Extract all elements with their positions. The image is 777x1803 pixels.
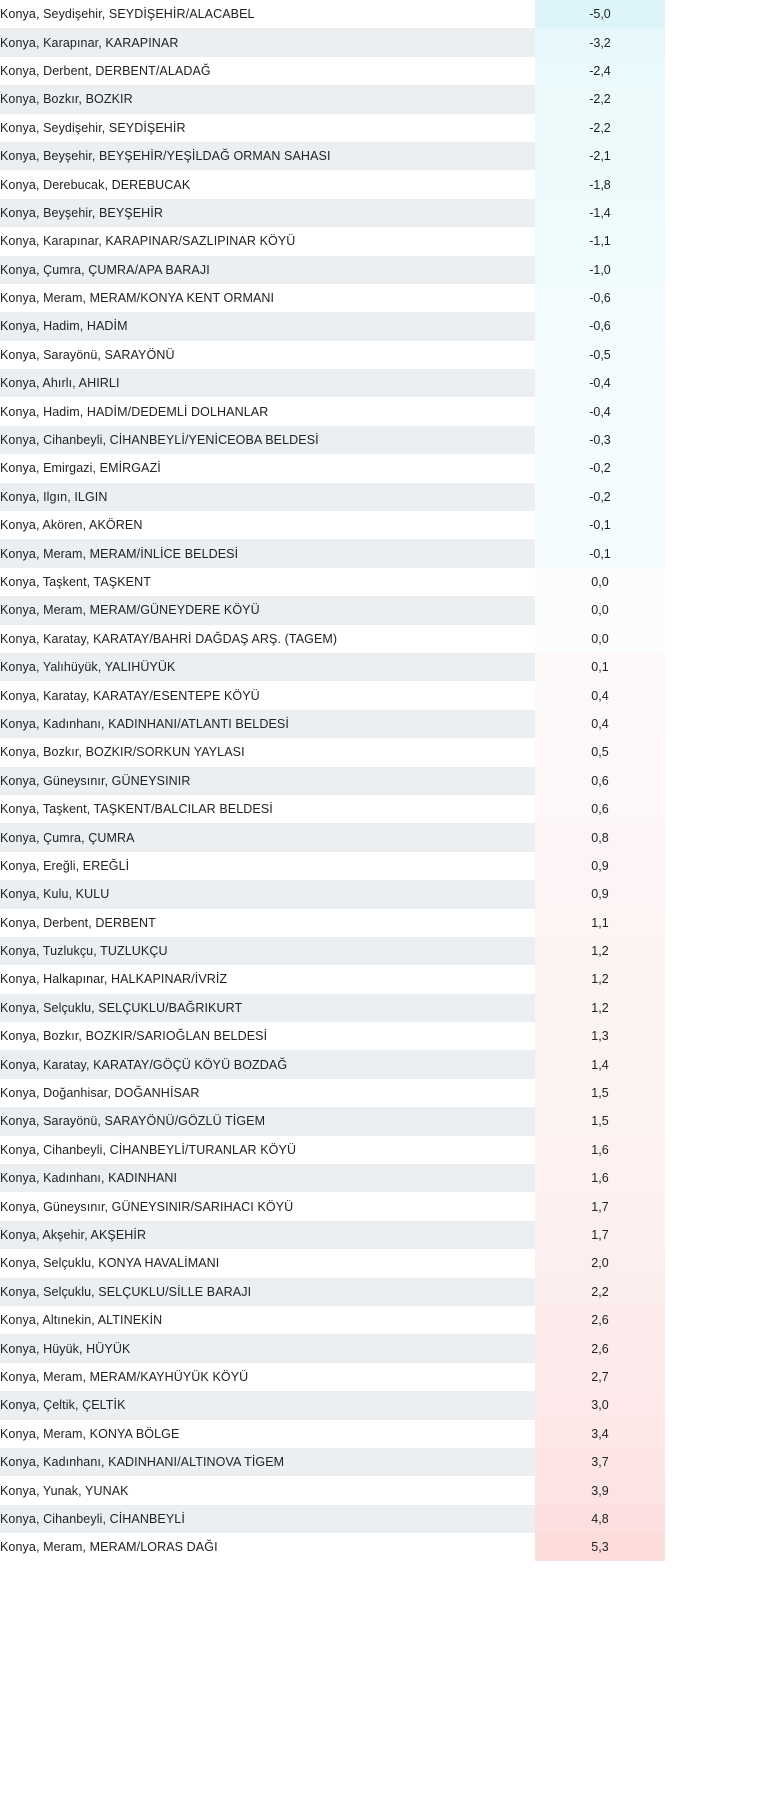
station-value: -0,6 [535, 284, 665, 312]
station-value: 1,7 [535, 1192, 665, 1220]
station-location: Konya, Derbent, DERBENT [0, 909, 535, 937]
station-value: -1,4 [535, 199, 665, 227]
row-spacer [665, 1448, 777, 1476]
station-location: Konya, Doğanhisar, DOĞANHİSAR [0, 1079, 535, 1107]
table-row [0, 483, 777, 511]
station-location: Konya, Altınekin, ALTINEKİN [0, 1306, 535, 1334]
row-spacer [665, 85, 777, 113]
table-row [0, 710, 777, 738]
station-location: Konya, Tuzlukçu, TUZLUKÇU [0, 937, 535, 965]
table-row [0, 256, 777, 284]
station-location: Konya, Akşehir, AKŞEHİR [0, 1221, 535, 1249]
row-spacer [665, 1476, 777, 1504]
station-value: 2,0 [535, 1249, 665, 1277]
station-location: Konya, Meram, KONYA BÖLGE [0, 1420, 535, 1448]
station-value: -0,1 [535, 539, 665, 567]
station-location: Konya, Yalıhüyük, YALIHÜYÜK [0, 653, 535, 681]
station-location: Konya, Yunak, YUNAK [0, 1476, 535, 1504]
row-spacer [665, 1249, 777, 1277]
table-row [0, 909, 777, 937]
table-row [0, 341, 777, 369]
table-row [0, 284, 777, 312]
row-spacer [665, 312, 777, 340]
table-row [0, 1391, 777, 1419]
station-value: 1,6 [535, 1164, 665, 1192]
table-row [0, 1022, 777, 1050]
station-value: -0,1 [535, 511, 665, 539]
station-location: Konya, Kadınhanı, KADINHANI [0, 1164, 535, 1192]
row-spacer [665, 284, 777, 312]
station-location: Konya, Ereğli, EREĞLİ [0, 852, 535, 880]
station-value: 3,7 [535, 1448, 665, 1476]
station-value: -2,4 [535, 57, 665, 85]
station-location: Konya, Çumra, ÇUMRA [0, 823, 535, 851]
table-row [0, 170, 777, 198]
station-value: -1,1 [535, 227, 665, 255]
row-spacer [665, 1420, 777, 1448]
station-value: -0,3 [535, 426, 665, 454]
station-value: 0,0 [535, 568, 665, 596]
station-location: Konya, Meram, MERAM/KONYA KENT ORMANI [0, 284, 535, 312]
station-value: 1,2 [535, 994, 665, 1022]
station-value: 1,7 [535, 1221, 665, 1249]
station-value: 0,9 [535, 852, 665, 880]
row-spacer [665, 909, 777, 937]
table-row [0, 767, 777, 795]
table-row [0, 1249, 777, 1277]
station-location: Konya, Bozkır, BOZKIR/SORKUN YAYLASI [0, 738, 535, 766]
row-spacer [665, 426, 777, 454]
station-value: -0,6 [535, 312, 665, 340]
row-spacer [665, 710, 777, 738]
table-row [0, 1164, 777, 1192]
row-spacer [665, 681, 777, 709]
table-row [0, 1363, 777, 1391]
station-location: Konya, Karatay, KARATAY/GÖÇÜ KÖYÜ BOZDAĞ [0, 1050, 535, 1078]
table-row [0, 653, 777, 681]
station-location: Konya, Güneysınır, GÜNEYSINIR [0, 767, 535, 795]
row-spacer [665, 1164, 777, 1192]
station-location: Konya, Meram, MERAM/LORAS DAĞI [0, 1533, 535, 1561]
row-spacer [665, 1192, 777, 1220]
station-location: Konya, Güneysınır, GÜNEYSINIR/SARIHACI KÖYÜ [0, 1192, 535, 1220]
row-spacer [665, 397, 777, 425]
table-row [0, 823, 777, 851]
station-location: Konya, Beyşehir, BEYŞEHİR [0, 199, 535, 227]
station-location: Konya, Ahırlı, AHIRLI [0, 369, 535, 397]
station-location: Konya, Sarayönü, SARAYÖNÜ/GÖZLÜ TİGEM [0, 1107, 535, 1135]
table-row [0, 852, 777, 880]
table-row [0, 227, 777, 255]
table-row [0, 539, 777, 567]
station-location: Konya, Beyşehir, BEYŞEHİR/YEŞİLDAĞ ORMAN SAHASI [0, 142, 535, 170]
row-spacer [665, 539, 777, 567]
station-value: 0,8 [535, 823, 665, 851]
row-spacer [665, 653, 777, 681]
table-row [0, 1420, 777, 1448]
row-spacer [665, 596, 777, 624]
row-spacer [665, 965, 777, 993]
table-row [0, 142, 777, 170]
station-value: -1,0 [535, 256, 665, 284]
table-row [0, 1107, 777, 1135]
table-row [0, 1136, 777, 1164]
row-spacer [665, 880, 777, 908]
row-spacer [665, 823, 777, 851]
table-row [0, 57, 777, 85]
row-spacer [665, 568, 777, 596]
table-row [0, 199, 777, 227]
station-value: 1,5 [535, 1107, 665, 1135]
row-spacer [665, 170, 777, 198]
station-location: Konya, Karapınar, KARAPINAR [0, 28, 535, 56]
station-value: -0,4 [535, 397, 665, 425]
table-row [0, 114, 777, 142]
station-value: 3,4 [535, 1420, 665, 1448]
table-row [0, 568, 777, 596]
station-value: 1,1 [535, 909, 665, 937]
row-spacer [665, 483, 777, 511]
station-value: 4,8 [535, 1505, 665, 1533]
station-location: Konya, Meram, MERAM/GÜNEYDERE KÖYÜ [0, 596, 535, 624]
station-location: Konya, Çumra, ÇUMRA/APA BARAJI [0, 256, 535, 284]
station-value: -2,1 [535, 142, 665, 170]
table-row [0, 426, 777, 454]
row-spacer [665, 1391, 777, 1419]
station-value: 0,4 [535, 681, 665, 709]
station-location: Konya, Seydişehir, SEYDİŞEHİR [0, 114, 535, 142]
station-location: Konya, Kulu, KULU [0, 880, 535, 908]
station-location: Konya, Taşkent, TAŞKENT/BALCILAR BELDESİ [0, 795, 535, 823]
station-location: Konya, Derebucak, DEREBUCAK [0, 170, 535, 198]
table-row [0, 880, 777, 908]
station-location: Konya, Hüyük, HÜYÜK [0, 1334, 535, 1362]
row-spacer [665, 795, 777, 823]
row-spacer [665, 738, 777, 766]
table-row [0, 596, 777, 624]
table-row [0, 397, 777, 425]
station-value: 1,3 [535, 1022, 665, 1050]
table-row [0, 1079, 777, 1107]
station-location: Konya, Karatay, KARATAY/ESENTEPE KÖYÜ [0, 681, 535, 709]
row-spacer [665, 511, 777, 539]
station-location: Konya, Halkapınar, HALKAPINAR/İVRİZ [0, 965, 535, 993]
station-location: Konya, Hadim, HADİM [0, 312, 535, 340]
row-spacer [665, 0, 777, 28]
row-spacer [665, 199, 777, 227]
station-location: Konya, Kadınhanı, KADINHANI/ALTINOVA TİGEM [0, 1448, 535, 1476]
station-location: Konya, Selçuklu, SELÇUKLU/BAĞRIKURT [0, 994, 535, 1022]
station-location: Konya, Bozkır, BOZKIR [0, 85, 535, 113]
row-spacer [665, 1136, 777, 1164]
station-value: 1,2 [535, 965, 665, 993]
row-spacer [665, 937, 777, 965]
table-row [0, 1306, 777, 1334]
row-spacer [665, 28, 777, 56]
station-location: Konya, Derbent, DERBENT/ALADAĞ [0, 57, 535, 85]
station-location: Konya, Akören, AKÖREN [0, 511, 535, 539]
row-spacer [665, 1334, 777, 1362]
row-spacer [665, 1363, 777, 1391]
station-value: -0,2 [535, 454, 665, 482]
row-spacer [665, 1533, 777, 1561]
station-location: Konya, Kadınhanı, KADINHANI/ATLANTI BELDESİ [0, 710, 535, 738]
row-spacer [665, 852, 777, 880]
station-location: Konya, Selçuklu, KONYA HAVALİMANI [0, 1249, 535, 1277]
table-row [0, 1334, 777, 1362]
station-location: Konya, Taşkent, TAŞKENT [0, 568, 535, 596]
station-location: Konya, Meram, MERAM/İNLİCE BELDESİ [0, 539, 535, 567]
table-row [0, 738, 777, 766]
station-value: 2,6 [535, 1334, 665, 1362]
station-value: -0,5 [535, 341, 665, 369]
table-row [0, 965, 777, 993]
station-value: 0,6 [535, 767, 665, 795]
row-spacer [665, 1278, 777, 1306]
table-row [0, 994, 777, 1022]
station-value: 0,6 [535, 795, 665, 823]
table-row [0, 1505, 777, 1533]
station-value: 2,6 [535, 1306, 665, 1334]
table-row [0, 625, 777, 653]
station-value: 2,7 [535, 1363, 665, 1391]
row-spacer [665, 227, 777, 255]
station-value: -2,2 [535, 114, 665, 142]
table-row [0, 454, 777, 482]
row-spacer [665, 625, 777, 653]
station-value: 0,1 [535, 653, 665, 681]
row-spacer [665, 1050, 777, 1078]
station-value: -0,2 [535, 483, 665, 511]
row-spacer [665, 1306, 777, 1334]
station-value: -5,0 [535, 0, 665, 28]
table-row [0, 937, 777, 965]
station-location: Konya, Seydişehir, SEYDİŞEHİR/ALACABEL [0, 0, 535, 28]
station-value: 0,5 [535, 738, 665, 766]
station-value: 0,4 [535, 710, 665, 738]
table-row [0, 28, 777, 56]
station-value: 0,0 [535, 625, 665, 653]
station-location: Konya, Karatay, KARATAY/BAHRİ DAĞDAŞ ARŞ. (TAGEM) [0, 625, 535, 653]
station-location: Konya, Emirgazi, EMİRGAZİ [0, 454, 535, 482]
row-spacer [665, 454, 777, 482]
row-spacer [665, 1107, 777, 1135]
table-row [0, 1278, 777, 1306]
row-spacer [665, 114, 777, 142]
station-value: 0,9 [535, 880, 665, 908]
station-value: 3,9 [535, 1476, 665, 1504]
row-spacer [665, 1079, 777, 1107]
row-spacer [665, 341, 777, 369]
table-row [0, 1476, 777, 1504]
station-value: -1,8 [535, 170, 665, 198]
table-row [0, 85, 777, 113]
station-location: Konya, Selçuklu, SELÇUKLU/SİLLE BARAJI [0, 1278, 535, 1306]
station-value: -3,2 [535, 28, 665, 56]
station-location: Konya, Hadim, HADİM/DEDEMLİ DOLHANLAR [0, 397, 535, 425]
station-value: -0,4 [535, 369, 665, 397]
station-value: 1,4 [535, 1050, 665, 1078]
station-location: Konya, Cihanbeyli, CİHANBEYLİ/TURANLAR KÖYÜ [0, 1136, 535, 1164]
table-row [0, 1533, 777, 1561]
table-row [0, 1448, 777, 1476]
table-row [0, 369, 777, 397]
station-location: Konya, Ilgın, ILGIN [0, 483, 535, 511]
station-value: 3,0 [535, 1391, 665, 1419]
table-row [0, 681, 777, 709]
station-value: 1,6 [535, 1136, 665, 1164]
station-location: Konya, Meram, MERAM/KAYHÜYÜK KÖYÜ [0, 1363, 535, 1391]
station-location: Konya, Bozkır, BOZKIR/SARIOĞLAN BELDESİ [0, 1022, 535, 1050]
table-row [0, 1221, 777, 1249]
station-value: 0,0 [535, 596, 665, 624]
table-row [0, 511, 777, 539]
table-row [0, 0, 777, 28]
row-spacer [665, 767, 777, 795]
station-value: 1,2 [535, 937, 665, 965]
row-spacer [665, 369, 777, 397]
row-spacer [665, 994, 777, 1022]
station-location: Konya, Çeltik, ÇELTİK [0, 1391, 535, 1419]
row-spacer [665, 1221, 777, 1249]
station-value: 5,3 [535, 1533, 665, 1561]
station-value: 1,5 [535, 1079, 665, 1107]
row-spacer [665, 57, 777, 85]
row-spacer [665, 1022, 777, 1050]
table-row [0, 312, 777, 340]
station-location: Konya, Sarayönü, SARAYÖNÜ [0, 341, 535, 369]
table-row [0, 795, 777, 823]
row-spacer [665, 256, 777, 284]
table-row [0, 1050, 777, 1078]
station-value: -2,2 [535, 85, 665, 113]
table-row [0, 1192, 777, 1220]
station-location: Konya, Karapınar, KARAPINAR/SAZLIPINAR KÖYÜ [0, 227, 535, 255]
row-spacer [665, 142, 777, 170]
station-location: Konya, Cihanbeyli, CİHANBEYLİ/YENİCEOBA BELDESİ [0, 426, 535, 454]
station-value: 2,2 [535, 1278, 665, 1306]
row-spacer [665, 1505, 777, 1533]
station-location: Konya, Cihanbeyli, CİHANBEYLİ [0, 1505, 535, 1533]
